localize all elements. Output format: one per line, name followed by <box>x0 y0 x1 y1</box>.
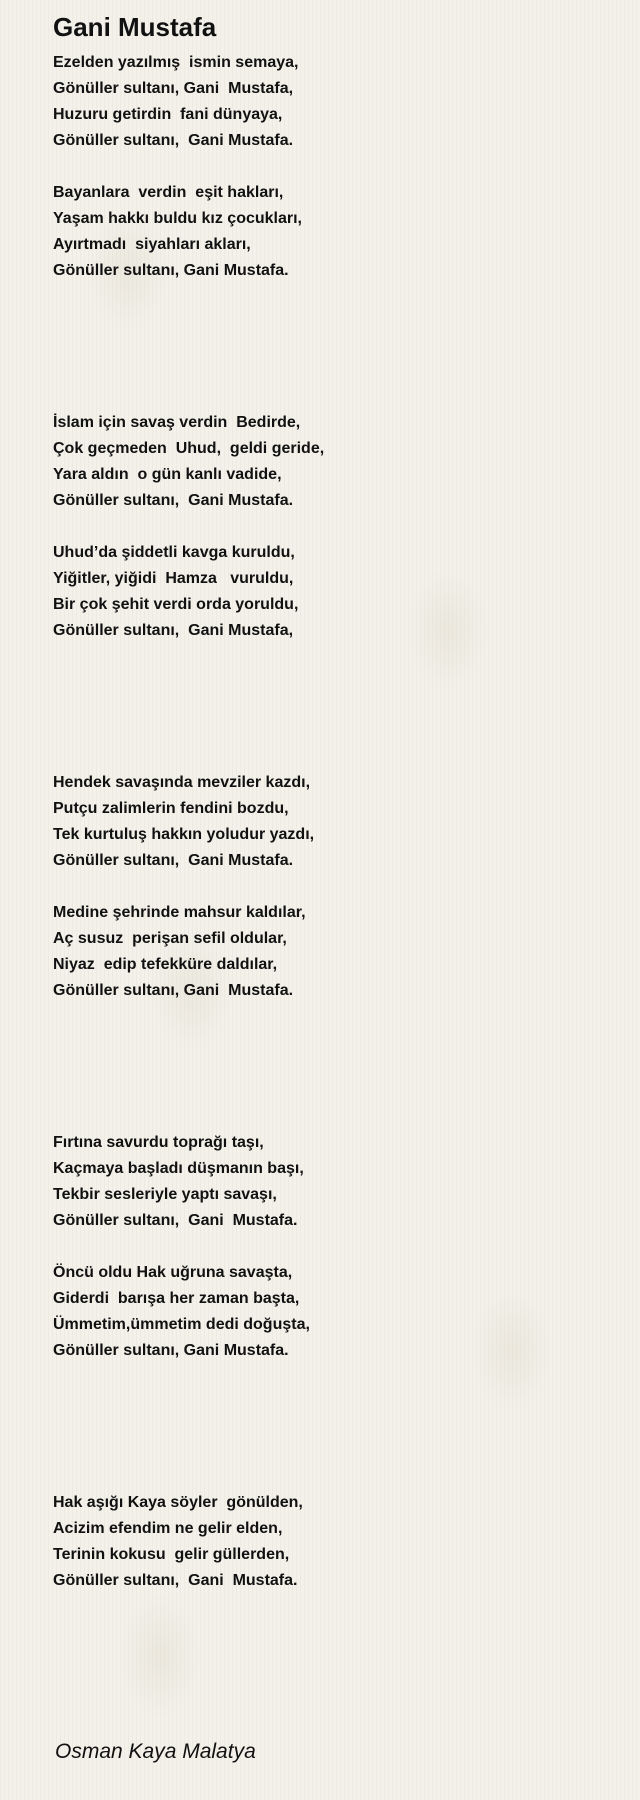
stanza-7 <box>53 1130 304 1234</box>
poem-line: Kaçmaya başladı düşmanın başı, <box>53 1160 304 1177</box>
stanza-4 <box>53 540 298 644</box>
poem-line: Putçu zalimlerin fendini bozdu, <box>53 800 289 817</box>
poem-page <box>53 0 613 1800</box>
poem-line: Acizim efendim ne gelir elden, <box>53 1520 283 1537</box>
poem-line: Gönüller sultanı, Gani Mustafa. <box>53 1212 298 1229</box>
stanza-2 <box>53 180 302 284</box>
poem-line: Ümmetim,ümmetim dedi doğuşta, <box>53 1316 310 1333</box>
poem-line: Niyaz edip tefekküre daldılar, <box>53 956 278 973</box>
poem-line: Öncü oldu Hak uğruna savaşta, <box>53 1264 293 1281</box>
poem-line: Giderdi barışa her zaman başta, <box>53 1290 300 1307</box>
poem-line: Yiğitler, yiğidi Hamza vuruldu, <box>53 570 294 587</box>
poem-line: Ezelden yazılmış ismin semaya, <box>53 54 299 71</box>
stanza-1 <box>53 50 298 154</box>
stanza-6 <box>53 900 306 1004</box>
stanza-5 <box>53 770 314 874</box>
poem-line: Gönüller sultanı, Gani Mustafa. <box>53 132 294 149</box>
poem-title: Gani Mustafa <box>53 12 217 42</box>
poem-line: Gönüller sultanı, Gani Mustafa. <box>53 492 294 509</box>
stanza-8 <box>53 1260 310 1364</box>
poem-line: Ayırtmadı siyahları akları, <box>53 236 251 253</box>
poem-line: Hak aşığı Kaya söyler gönülden, <box>53 1494 303 1511</box>
poem-line: Bayanlara verdin eşit hakları, <box>53 184 284 201</box>
poem-line: Tekbir sesleriyle yaptı savaşı, <box>53 1186 277 1203</box>
poem-line: Gönüller sultanı, Gani Mustafa. <box>53 1342 289 1359</box>
poem-line: Gönüller sultanı, Gani Mustafa. <box>53 852 294 869</box>
poem-line: Hendek savaşında mevziler kazdı, <box>53 774 311 791</box>
poem-line: Terinin kokusu gelir güllerden, <box>53 1546 290 1563</box>
poem-line: Tek kurtuluş hakkın yoludur yazdı, <box>53 826 315 843</box>
poem-line: Gönüller sultanı, Gani Mustafa, <box>53 622 294 639</box>
poem-line: Uhud’da şiddetli kavga kuruldu, <box>53 544 295 561</box>
poem-line: Gönüller sultanı, Gani Mustafa. <box>53 262 289 279</box>
poem-line: Bir çok şehit verdi orda yoruldu, <box>53 596 299 613</box>
stanza-9 <box>53 1490 303 1594</box>
poem-line: Yara aldın o gün kanlı vadide, <box>53 466 282 483</box>
poem-line: İslam için savaş verdin Bedirde, <box>53 414 301 431</box>
poem-line: Huzuru getirdin fani dünyaya, <box>53 106 283 123</box>
stanza-3 <box>53 410 324 514</box>
poem-line: Gönüller sultanı, Gani Mustafa. <box>53 982 294 999</box>
poem-line: Medine şehrinde mahsur kaldılar, <box>53 904 306 921</box>
poem-line: Çok geçmeden Uhud, geldi geride, <box>53 440 325 457</box>
poem-author: Osman Kaya Malatya <box>55 1740 256 1763</box>
poem-line: Gönüller sultanı, Gani Mustafa, <box>53 80 294 97</box>
poem-line: Fırtına savurdu toprağı taşı, <box>53 1134 264 1151</box>
poem-line: Yaşam hakkı buldu kız çocukları, <box>53 210 302 227</box>
poem-line: Aç susuz perişan sefil oldular, <box>53 930 287 947</box>
poem-line: Gönüller sultanı, Gani Mustafa. <box>53 1572 298 1589</box>
